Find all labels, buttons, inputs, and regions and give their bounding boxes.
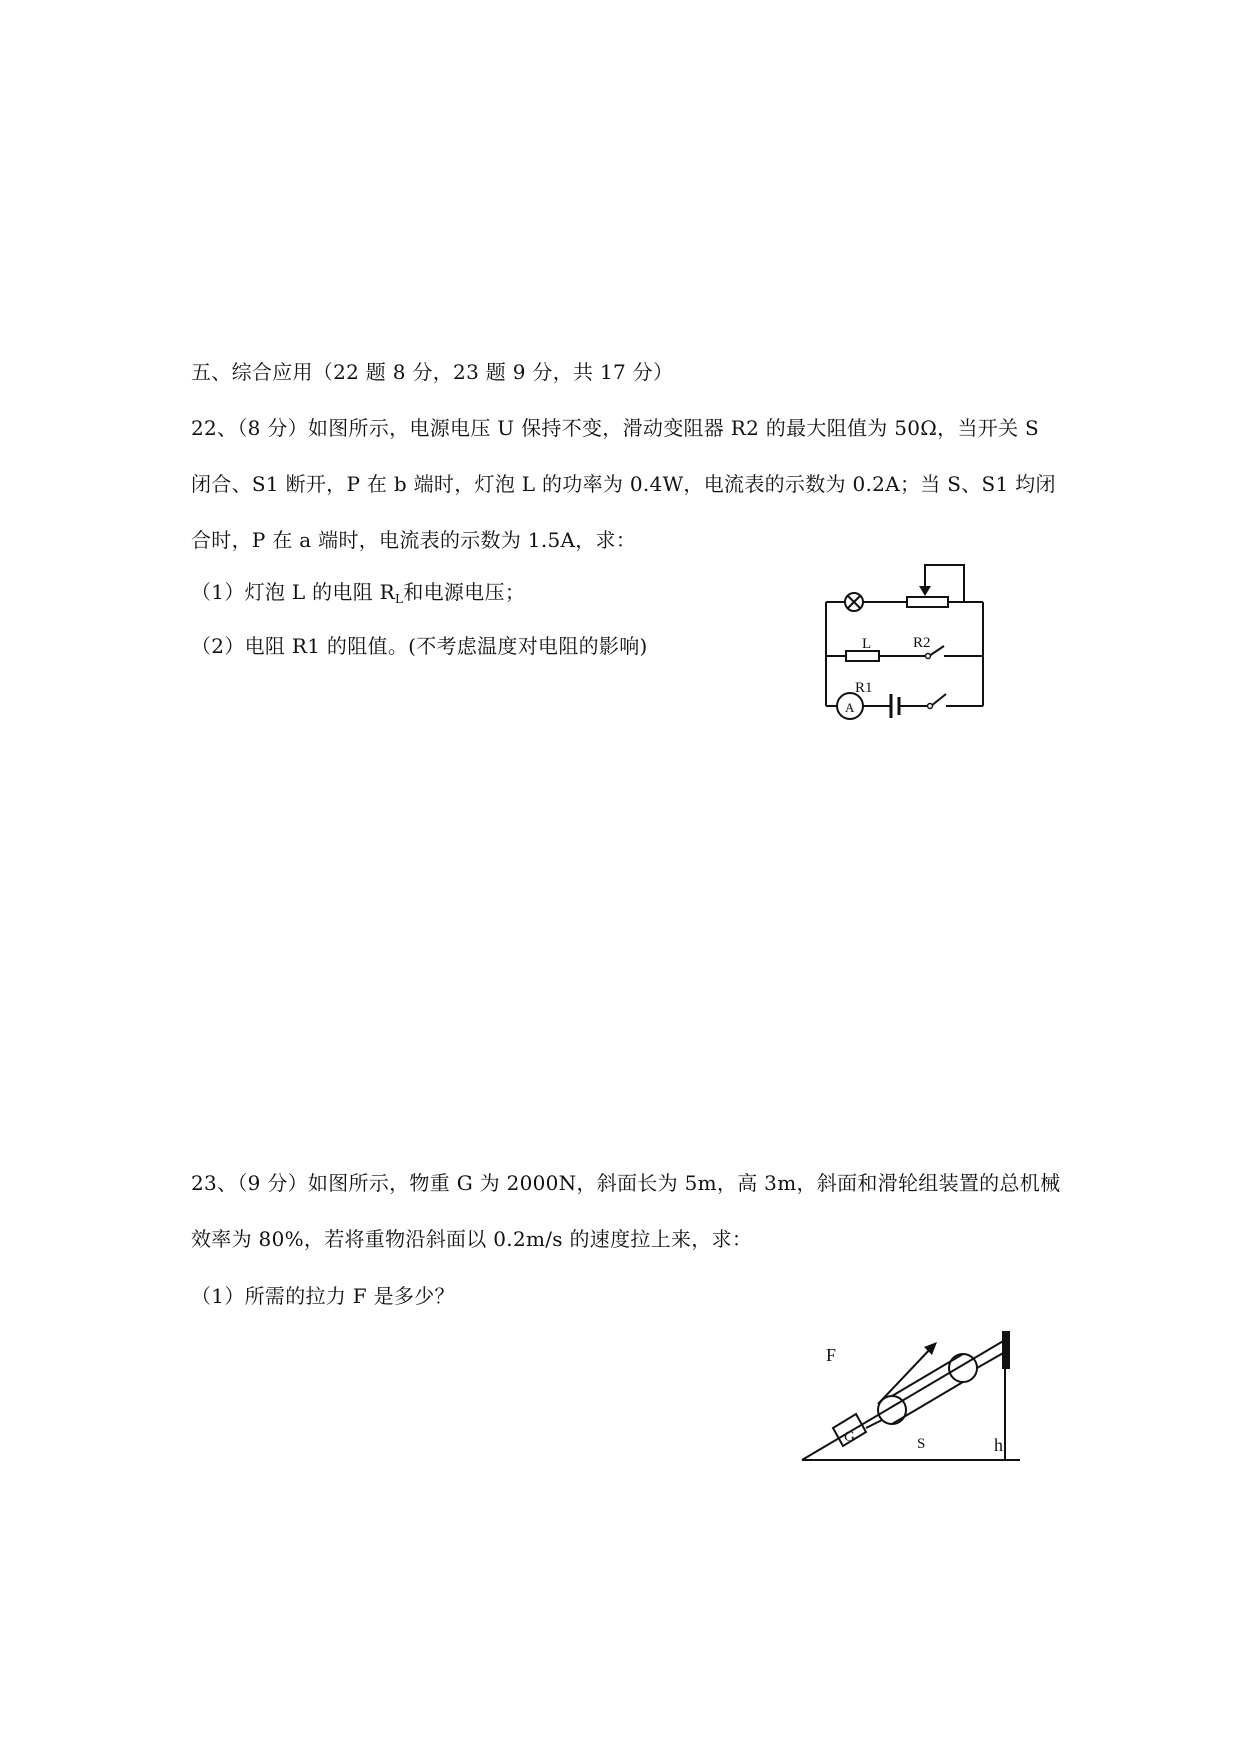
- rheostat-r2: [907, 597, 948, 607]
- q22-line-2: 闭合、S1 断开，P 在 b 端时，灯泡 L 的功率为 0.4W，电流表的示数为 0.2A；当 S、S1 均闭: [191, 472, 1056, 496]
- force-arrowhead: [924, 1342, 937, 1355]
- switch-s: [931, 694, 946, 706]
- label-l: L: [862, 636, 872, 652]
- q22-line-3: 合时，P 在 a 端时，电流表的示数为 1.5A，求：: [191, 528, 637, 552]
- switch-s1: [929, 646, 944, 656]
- label-f: F: [826, 1345, 837, 1365]
- q22-part-1-subscript: L: [395, 592, 404, 606]
- q23-line-2: 效率为 80%，若将重物沿斜面以 0.2m/s 的速度拉上来，求：: [191, 1227, 753, 1251]
- q23-line-1: 23、（9 分）如图所示，物重 G 为 2000N，斜面长为 5m，高 3m，斜面和滑轮组装置的总机械: [191, 1171, 1061, 1195]
- incline-slope: [802, 1340, 1005, 1460]
- q22-line-1: 22、（8 分）如图所示，电源电压 U 保持不变，滑动变阻器 R2 的最大阻值为 50Ω，当开关 S: [191, 416, 1040, 440]
- rheostat-slider: [925, 565, 964, 602]
- pull-rope: [878, 1346, 933, 1404]
- q22-part-1-text: （1）灯泡 L 的电阻 R: [191, 580, 396, 604]
- slider-arrowhead: [919, 586, 931, 596]
- weight-block: [833, 1414, 866, 1446]
- label-h: h: [994, 1435, 1003, 1455]
- q23-part-1: （1）所需的拉力 F 是多少？: [191, 1284, 455, 1308]
- wall-mount: [1003, 1332, 1009, 1368]
- q22-part-2: （2）电阻 R1 的阻值。(不考虑温度对电阻的影响): [191, 634, 648, 658]
- q22-part-1: [191, 579, 525, 612]
- q22-part-1-tail: 和电源电压；: [403, 580, 526, 604]
- label-s: S: [917, 1436, 926, 1452]
- label-g: G: [844, 1429, 855, 1445]
- ammeter-label: A: [845, 700, 855, 715]
- section-heading: 五、综合应用（22 题 8 分，23 题 9 分，共 17 分）: [191, 360, 674, 384]
- resistor-l: [846, 651, 879, 661]
- fixed-pulley-icon: [949, 1354, 977, 1382]
- lamp-icon: [845, 593, 863, 611]
- movable-pulley-icon: [878, 1396, 906, 1424]
- label-r2: R2: [913, 635, 931, 651]
- ammeter-icon: [837, 693, 863, 719]
- label-r1: R1: [855, 680, 873, 696]
